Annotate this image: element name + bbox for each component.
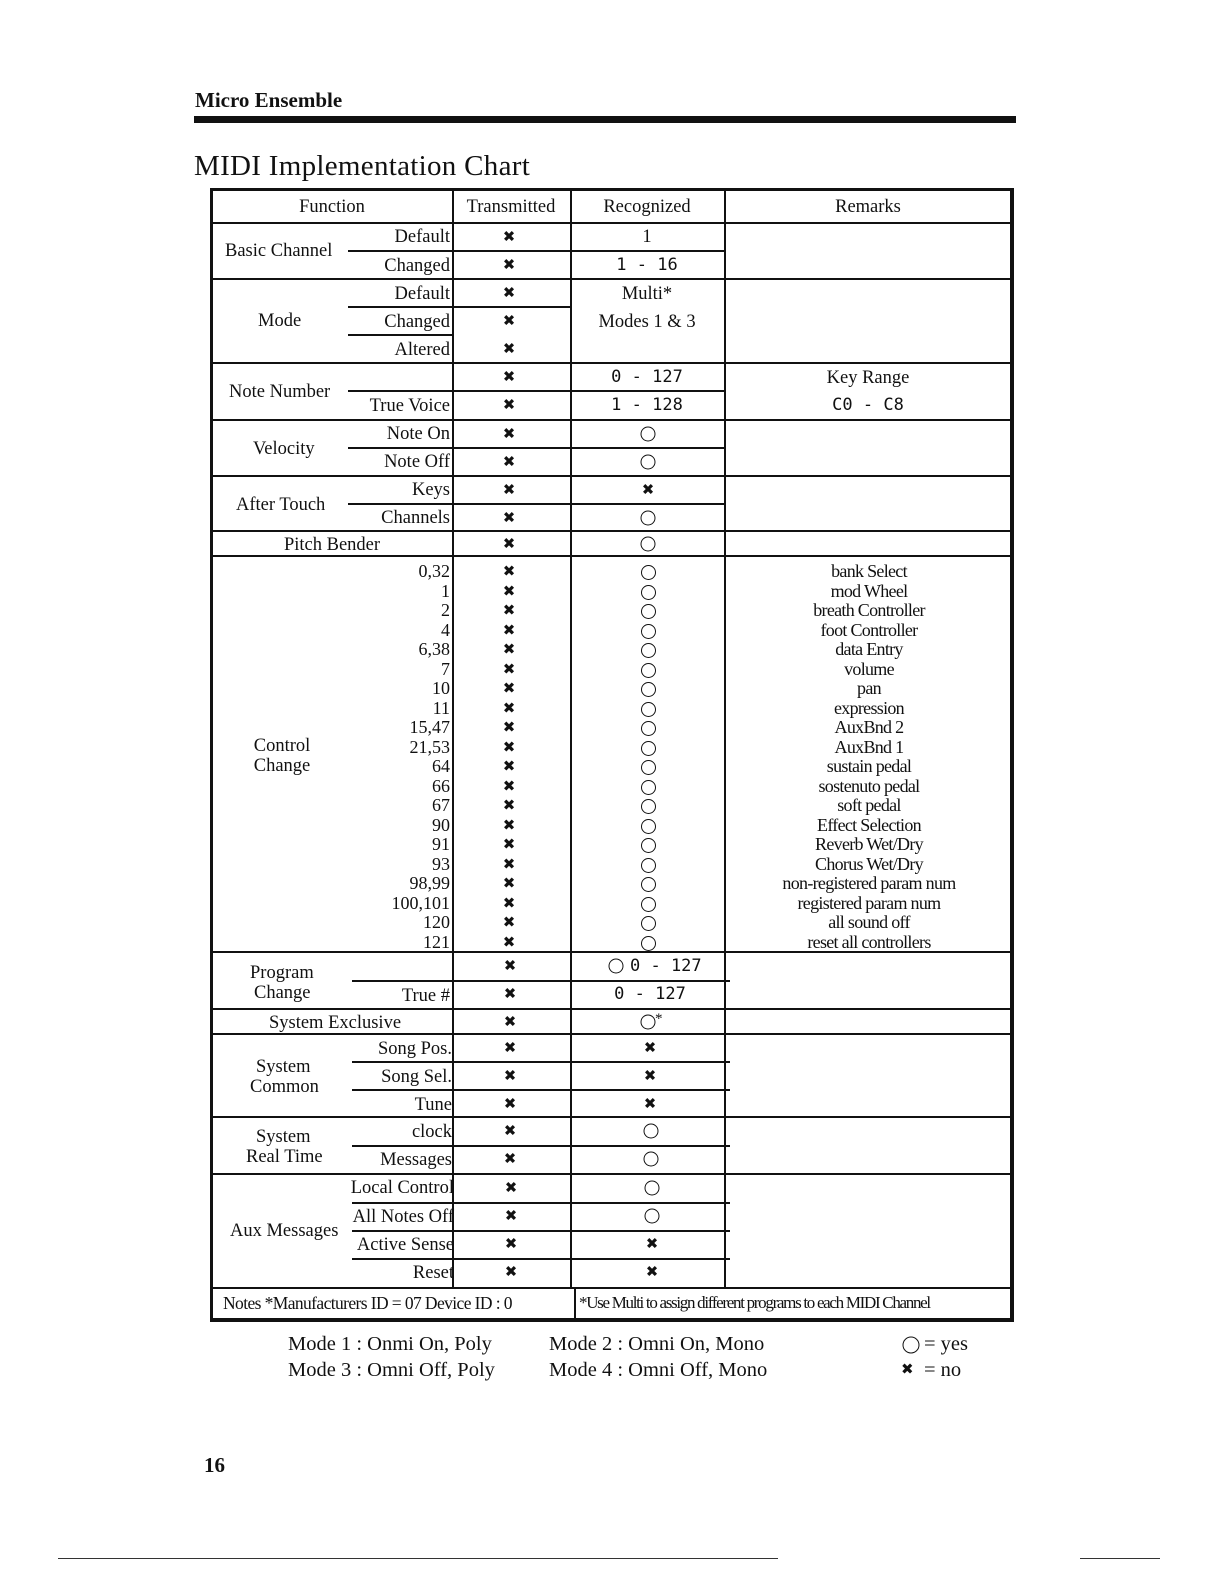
no-mark: ✖ (502, 311, 516, 330)
yes-mark (645, 1209, 660, 1224)
row-line (212, 362, 1012, 364)
no-mark: ✖ (504, 1206, 518, 1225)
no-mark: ✖ (502, 480, 516, 499)
yes-mark (641, 916, 656, 931)
no-mark: ✖ (502, 395, 516, 414)
no-mark: ✖ (503, 1149, 517, 1168)
mode-4-legend: Mode 4 : Omni Off, Mono (549, 1359, 768, 1381)
pitch-bender-label: Pitch Bender (283, 535, 381, 555)
yes-mark (641, 760, 656, 775)
col-divider-notes (574, 1289, 576, 1320)
mode-changed: Changed (384, 312, 450, 332)
yes-mark (641, 537, 656, 552)
no-mark: ✖ (502, 255, 516, 274)
yes-symbol-icon (903, 1337, 920, 1354)
system-real-time-messages: Messages (380, 1150, 452, 1170)
no-mark: ✖ (643, 1094, 657, 1113)
basic-channel-label: Basic Channel (225, 241, 333, 261)
no-mark: ✖ (504, 1178, 518, 1197)
no-mark: ✖ (502, 508, 516, 527)
yes-legend: = yes (924, 1333, 969, 1355)
col-divider-1 (452, 190, 454, 1289)
aux-messages-label: Aux Messages (230, 1221, 339, 1241)
row-line (212, 530, 1012, 532)
row-line (212, 1116, 1012, 1118)
mode-altered: Altered (394, 340, 450, 360)
mode-2-legend: Mode 2 : Omni On, Mono (549, 1333, 765, 1355)
yes-mark (641, 780, 656, 795)
system-real-time-label-2: Real Time (246, 1147, 323, 1167)
mode-3-legend: Mode 3 : Omni Off, Poly (288, 1359, 495, 1381)
program-change-rec-1: 0 - 127 (630, 956, 702, 976)
key-range-remark: Key Range (826, 368, 910, 388)
mode-rec-default: Multi* (621, 284, 673, 304)
system-exclusive-label: System Exclusive (268, 1013, 402, 1033)
yes-mark (641, 643, 656, 658)
no-mark: ✖ (502, 367, 516, 386)
scan-edge-line (58, 1558, 778, 1559)
no-mark: ✖ (503, 1038, 517, 1057)
yes-mark (609, 959, 624, 974)
row-line (212, 278, 1012, 280)
sub-row-line (352, 980, 730, 982)
yes-mark (641, 585, 656, 600)
mode-1-legend: Mode 1 : Onmi On, Poly (288, 1333, 492, 1355)
no-mark: ✖ (645, 1262, 659, 1281)
sub-row-line (352, 1202, 730, 1204)
aux-active-sense: Active Sense (356, 1235, 454, 1255)
row-line (212, 1008, 1012, 1010)
no-mark: ✖ (502, 534, 516, 553)
sub-row-line (348, 306, 572, 308)
sub-row-line (348, 390, 726, 392)
no-symbol-icon: ✖ (901, 1360, 914, 1378)
system-common-label-1: System (256, 1057, 311, 1077)
control-transmitted-marks: ✖ ✖ ✖ ✖ ✖ ✖ ✖ ✖ ✖ ✖ ✖ ✖ ✖ ✖ ✖ ✖ ✖ ✖ ✖ ✖ (502, 562, 516, 951)
aux-reset: Reset (412, 1263, 454, 1283)
key-range-value: C0 - C8 (832, 395, 904, 415)
yes-mark (641, 624, 656, 639)
sub-row-line (352, 1145, 730, 1147)
yes-mark (641, 663, 656, 678)
no-mark: ✖ (503, 1012, 517, 1031)
control-change-label-2: Change (253, 756, 311, 776)
header-transmitted: Transmitted (466, 197, 556, 217)
notes-multi-remark: *Use Multi to assign different programs to each MIDI Channel (579, 1293, 930, 1312)
no-mark: ✖ (645, 1234, 659, 1253)
sub-row-line (352, 1230, 730, 1232)
yes-mark (641, 936, 656, 951)
after-touch-channels: Channels (381, 508, 450, 528)
program-change-label-2: Change (254, 983, 311, 1003)
header-recognized: Recognized (603, 197, 691, 217)
no-mark: ✖ (503, 984, 517, 1003)
no-mark: ✖ (502, 339, 516, 358)
yes-mark (641, 741, 656, 756)
sub-row-line (352, 1258, 730, 1260)
no-mark: ✖ (643, 1066, 657, 1085)
no-mark: ✖ (503, 1066, 517, 1085)
notes-manufacturer-id: Notes *Manufacturers ID = 07 Device ID : 0 (223, 1293, 512, 1313)
col-divider-2 (570, 190, 572, 1289)
velocity-note-on: Note On (386, 424, 450, 444)
sub-row-line (348, 503, 726, 505)
control-change-label-1: Control (253, 736, 311, 756)
control-numbers: 0,32 1 2 4 6,38 7 10 11 15,47 21,53 64 66 67 90 91 93 98,99 100,101 120 121 (391, 561, 450, 952)
yes-mark (641, 682, 656, 697)
aux-all-notes-off: All Notes Off (352, 1207, 454, 1227)
chart-title: MIDI Implementation Chart (194, 150, 531, 182)
row-line (212, 419, 1012, 421)
yes-mark (641, 897, 656, 912)
header-rule (194, 116, 1016, 123)
yes-mark (641, 877, 656, 892)
yes-mark (641, 511, 656, 526)
velocity-note-off: Note Off (384, 452, 450, 472)
no-mark: ✖ (502, 227, 516, 246)
note-number-true-voice: True Voice (369, 396, 450, 416)
header-remarks: Remarks (835, 197, 901, 217)
row-line (212, 555, 1012, 557)
yes-mark (641, 858, 656, 873)
col-divider-3 (724, 190, 726, 1289)
yes-mark (641, 838, 656, 853)
system-real-time-label-1: System (256, 1127, 311, 1147)
velocity-label: Velocity (253, 439, 315, 459)
system-common-song-sel: Song Sel. (381, 1067, 452, 1087)
no-legend: = no (924, 1359, 962, 1381)
mode-rec-changed: Modes 1 & 3 (598, 312, 696, 332)
page-number: 16 (204, 1453, 225, 1477)
control-remarks: bank Select mod Wheel breath Controller foot Controller data Entry volume pan expression AuxBnd 2 AuxBnd 1 sustain pedal sostenuto pedal soft pedal Effect Selection Reverb Wet/Dry Chorus Wet/Dry non-registered param num registered param num all sound off reset all controllers (782, 561, 956, 952)
row-line (212, 222, 1012, 224)
no-mark: ✖ (503, 1121, 517, 1140)
yes-mark (644, 1152, 659, 1167)
basic-channel-default: Default (394, 227, 450, 247)
row-line (212, 1287, 1012, 1289)
no-mark: ✖ (502, 424, 516, 443)
program-change-label-1: Program (250, 963, 314, 983)
yes-mark (641, 702, 656, 717)
basic-channel-rec-changed: 1 - 16 (616, 255, 678, 275)
no-mark: ✖ (641, 480, 655, 499)
no-mark: ✖ (503, 956, 517, 975)
yes-mark (641, 799, 656, 814)
row-line (212, 475, 1012, 477)
no-mark: ✖ (504, 1262, 518, 1281)
yes-mark (641, 819, 656, 834)
header-function: Function (299, 197, 365, 217)
yes-mark (641, 721, 656, 736)
basic-channel-rec-default: 1 (642, 227, 652, 247)
yes-mark (645, 1181, 660, 1196)
yes-mark (641, 604, 656, 619)
aux-local-control: Local Control (350, 1178, 454, 1198)
mode-default: Default (394, 284, 450, 304)
yes-mark (641, 565, 656, 580)
sub-row-line (348, 447, 726, 449)
no-mark: ✖ (502, 283, 516, 302)
system-common-label-2: Common (250, 1077, 319, 1097)
note-number-rec-1: 0 - 127 (611, 367, 683, 387)
sub-row-line (348, 250, 726, 252)
note-number-label: Note Number (229, 382, 331, 402)
after-touch-keys: Keys (411, 480, 450, 500)
after-touch-label: After Touch (236, 495, 326, 515)
manual-title: Micro Ensemble (195, 88, 343, 112)
program-change-true-num: True # (401, 986, 450, 1006)
yes-mark (644, 1124, 659, 1139)
row-line (212, 1173, 1012, 1175)
basic-channel-changed: Changed (384, 256, 450, 276)
no-mark: ✖ (502, 452, 516, 471)
yes-mark (641, 427, 656, 442)
control-recognized-marks (641, 565, 656, 955)
no-mark: ✖ (643, 1038, 657, 1057)
sub-row-line (348, 334, 454, 336)
yes-mark (641, 455, 656, 470)
program-change-rec-2: 0 - 127 (614, 984, 686, 1004)
no-mark: ✖ (504, 1234, 518, 1253)
row-line (212, 1033, 1012, 1035)
sub-row-line (352, 1089, 730, 1091)
system-real-time-clock: clock (411, 1122, 452, 1142)
note-number-rec-2: 1 - 128 (611, 395, 683, 415)
sub-row-line (352, 1061, 730, 1063)
system-common-song-pos: Song Pos. (377, 1039, 452, 1059)
yes-mark (641, 1015, 656, 1030)
mode-label: Mode (258, 311, 302, 331)
scan-edge-line (1080, 1558, 1160, 1559)
no-mark: ✖ (503, 1094, 517, 1113)
system-exclusive-asterisk: * (655, 1011, 663, 1027)
system-common-tune: Tune (414, 1095, 452, 1115)
